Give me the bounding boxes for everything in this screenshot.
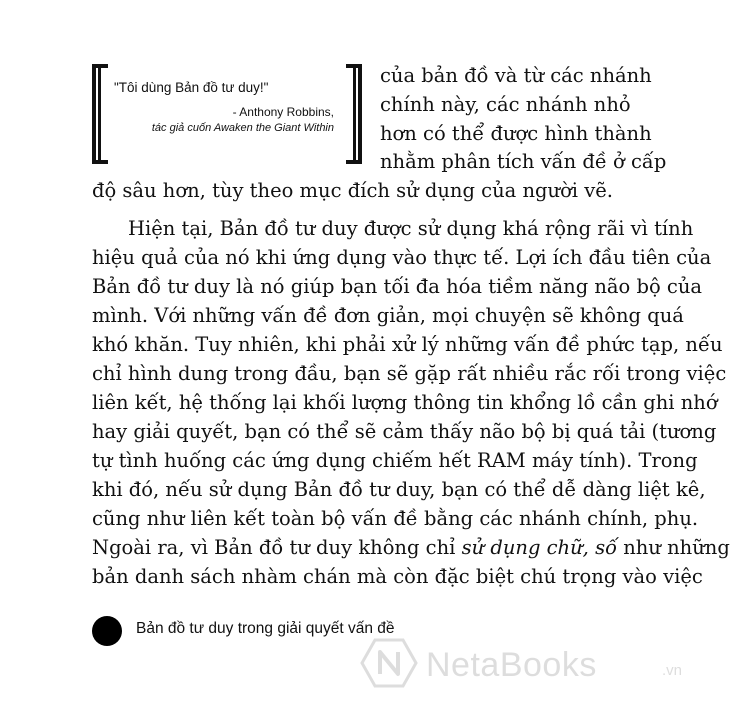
body-line: hơn có thể được hình thành (380, 122, 652, 145)
watermark-brand: NetaBooks (426, 646, 597, 684)
body-line: chính này, các nhánh nhỏ (380, 93, 631, 116)
body-line: Bản đồ tư duy là nó giúp bạn tối đa hóa tiềm năng não bộ của (92, 275, 703, 298)
body-line: của bản đồ và từ các nhánh (380, 64, 652, 87)
netabooks-logo-icon (360, 638, 418, 688)
right-bracket-icon (346, 64, 362, 164)
footer-bullet-icon (92, 616, 122, 646)
body-line: khi đó, nếu sử dụng Bản đồ tư duy, bạn có thể dễ dàng liệt kê, (92, 478, 706, 501)
watermark (360, 632, 690, 692)
body-line: nhằm phân tích vấn đề ở cấp (380, 150, 667, 173)
body-line-with-italic (92, 534, 730, 562)
body-line: tự tình huống các ứng dụng chiếm hết RAM máy tính). Trong (92, 449, 698, 472)
body-line: chỉ hình dung trong đầu, bạn sẽ gặp rất nhiều rắc rối trong việc (92, 362, 727, 385)
quote-author: - Anthony Robbins, (232, 105, 334, 119)
quote-text: "Tôi dùng Bản đồ tư duy!" (114, 80, 269, 95)
italic-phrase: sử dụng chữ, số (461, 536, 618, 559)
body-line: hay giải quyết, bạn có thể sẽ cảm thấy não bộ bị quá tải (tương (92, 420, 717, 443)
body-line: liên kết, hệ thống lại khối lượng thông tin khổng lồ cần ghi nhớ (92, 391, 718, 414)
watermark-suffix: .vn (662, 662, 683, 679)
quote-box (92, 64, 362, 164)
paragraph-first-line: Hiện tại, Bản đồ tư duy được sử dụng khá rộng rãi vì tính (128, 217, 694, 240)
quote-source: tác giả cuốn Awaken the Giant Within (151, 122, 334, 134)
body-line: khó khăn. Tuy nhiên, khi phải xử lý những vấn đề phức tạp, nếu (92, 333, 723, 356)
body-text-segment: Ngoài ra, vì Bản đồ tư duy không chỉ (92, 536, 462, 559)
quote-content (114, 80, 334, 134)
body-line: hiệu quả của nó khi ứng dụng vào thực tế. Lợi ích đầu tiên của (92, 246, 712, 269)
body-line: cũng như liên kết toàn bộ vấn đề bằng các nhánh chính, phụ. (92, 507, 699, 530)
body-line: bản danh sách nhàm chán mà còn đặc biệt chú trọng vào việc (92, 565, 703, 588)
body-text-segment: như những (617, 536, 730, 559)
body-line: mình. Với những vấn đề đơn giản, mọi chuyện sẽ không quá (92, 304, 684, 327)
chapter-title-footer: Bản đồ tư duy trong giải quyết vấn đề (136, 620, 395, 637)
body-line: độ sâu hơn, tùy theo mục đích sử dụng của người vẽ. (92, 179, 613, 202)
left-bracket-icon (92, 64, 108, 164)
